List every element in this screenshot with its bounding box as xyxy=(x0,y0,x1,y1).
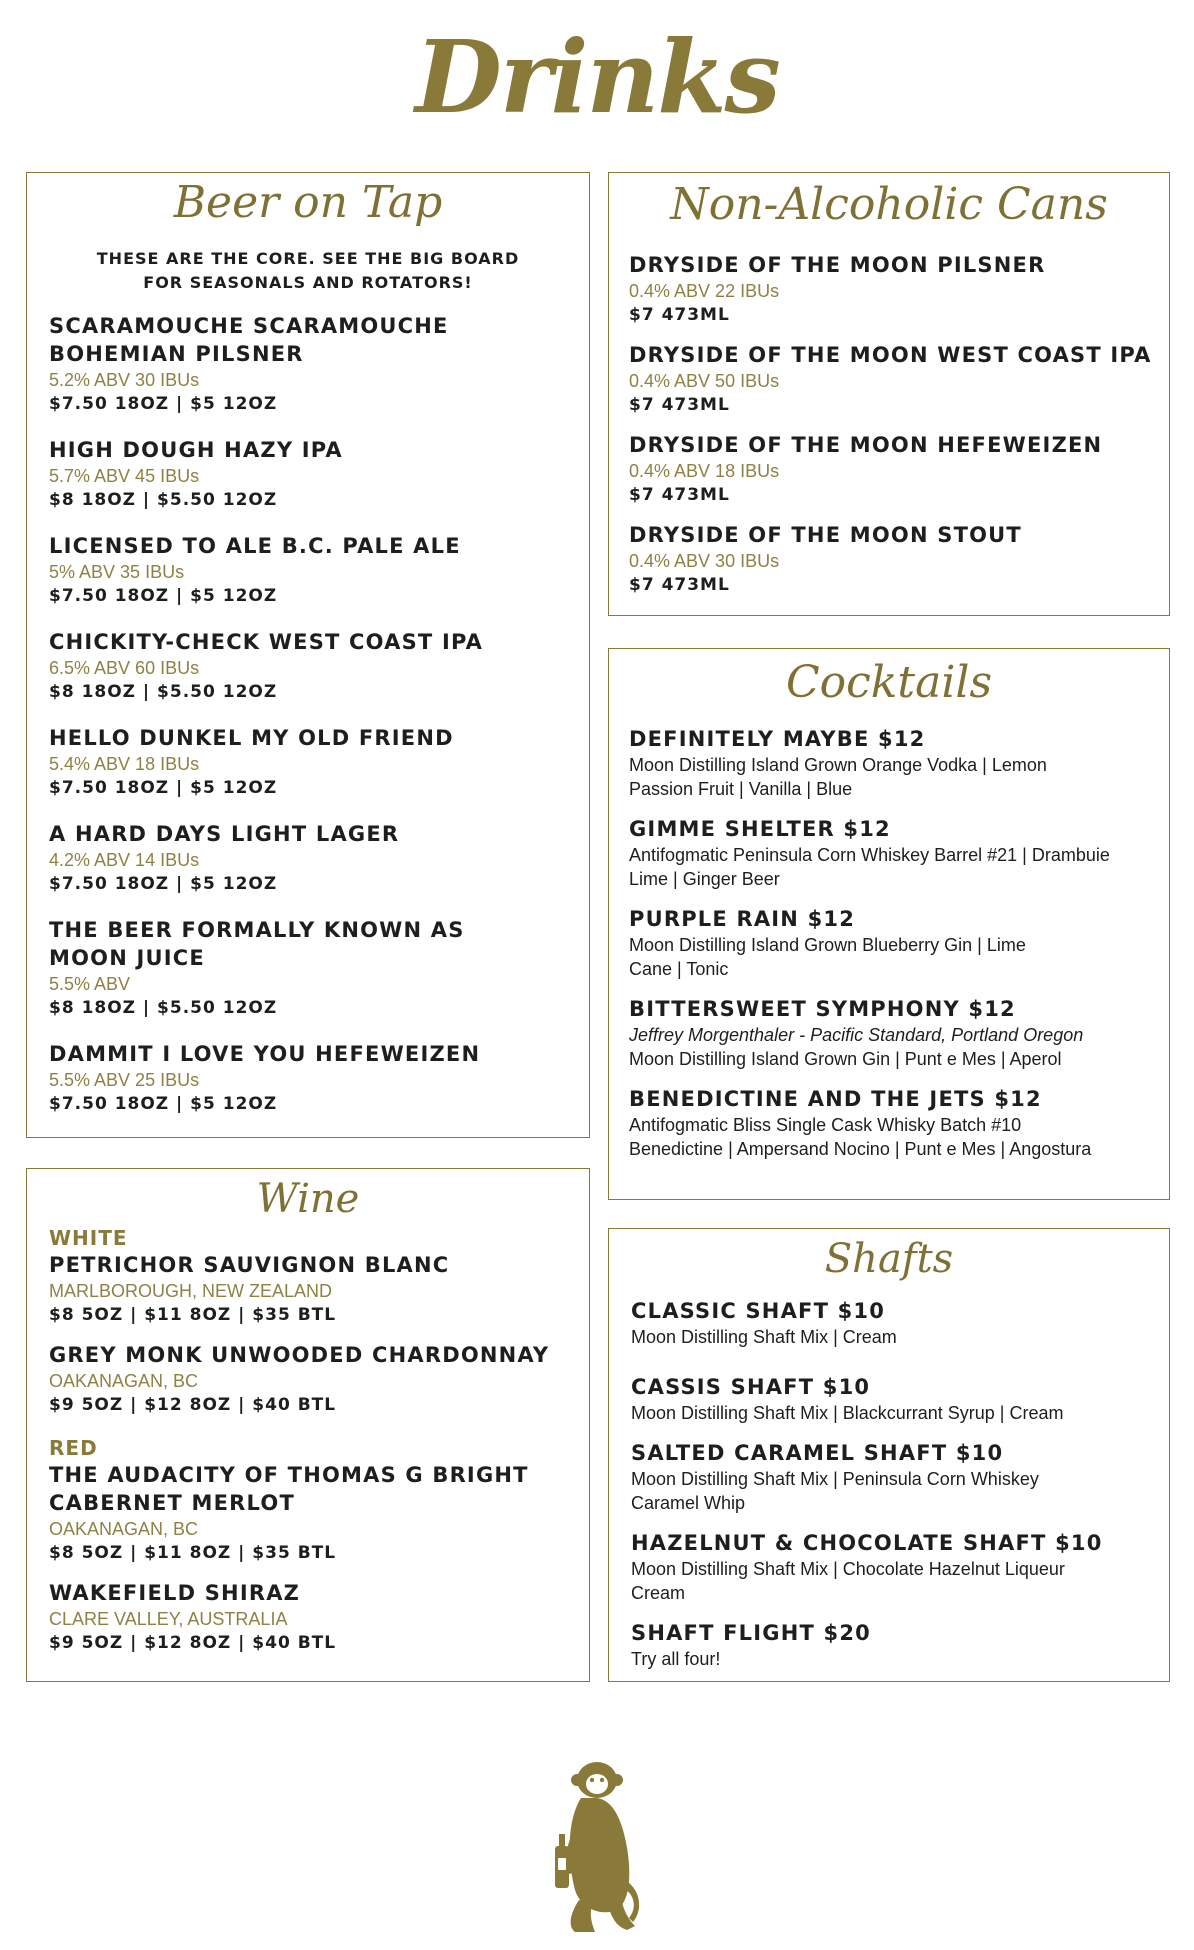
beer-price: $8 18OZ | $5.50 12OZ xyxy=(49,682,278,702)
cocktail-name: BENEDICTINE AND THE JETS $12 xyxy=(629,1087,1042,1111)
wine-name-line2: CABERNET MERLOT xyxy=(49,1491,295,1515)
beer-item xyxy=(49,312,589,416)
na-spec: 0.4% ABV 22 IBUs xyxy=(629,281,780,301)
na-price: $7 473ML xyxy=(629,305,730,325)
beer-name: A HARD DAYS LIGHT LAGER xyxy=(49,822,400,846)
wine-price: $8 5OZ | $11 8OZ | $35 BTL xyxy=(49,1305,337,1325)
beer-item xyxy=(49,820,589,896)
beer-name: SCARAMOUCHE SCARAMOUCHE xyxy=(49,314,449,338)
beer-price: $7.50 18OZ | $5 12OZ xyxy=(49,586,278,606)
wine-price: $9 5OZ | $12 8OZ | $40 BTL xyxy=(49,1633,337,1653)
na-item xyxy=(629,341,1169,417)
wine-origin: OAKANAGAN, BC xyxy=(49,1519,199,1539)
beer-name-line2: BOHEMIAN PILSNER xyxy=(49,342,304,366)
beer-note-line2: FOR SEASONALS AND ROTATORS! xyxy=(143,273,473,292)
wine-name: PETRICHOR SAUVIGNON BLANC xyxy=(49,1253,450,1277)
na-spec: 0.4% ABV 30 IBUs xyxy=(629,551,780,571)
beer-name: LICENSED TO ALE B.C. PALE ALE xyxy=(49,534,461,558)
cocktail-desc: Moon Distilling Island Grown Blueberry Gin | Lime xyxy=(629,935,1026,955)
wine-origin: OAKANAGAN, BC xyxy=(49,1371,199,1391)
beer-item xyxy=(49,724,589,800)
wine-price: $9 5OZ | $12 8OZ | $40 BTL xyxy=(49,1395,337,1415)
na-item xyxy=(629,431,1169,507)
non-alcoholic-title: Non-Alcoholic Cans xyxy=(670,179,1108,230)
beer-on-tap-title: Beer on Tap xyxy=(173,177,443,228)
wine-name: WAKEFIELD SHIRAZ xyxy=(49,1581,301,1605)
shaft-desc: Moon Distilling Shaft Mix | Chocolate Hazelnut Liqueur xyxy=(631,1559,1065,1579)
cocktail-name: DEFINITELY MAYBE $12 xyxy=(629,727,926,751)
wine-white-label: WHITE xyxy=(49,1226,128,1250)
beer-item xyxy=(49,436,589,512)
beer-spec: 5.5% ABV 25 IBUs xyxy=(49,1070,200,1090)
shaft-desc: Moon Distilling Shaft Mix | Peninsula Corn Whiskey xyxy=(631,1469,1039,1489)
na-name: DRYSIDE OF THE MOON PILSNER xyxy=(629,253,1046,277)
shaft-item xyxy=(631,1373,1169,1425)
shaft-desc: Moon Distilling Shaft Mix | Blackcurrant Syrup | Cream xyxy=(631,1403,1064,1423)
beer-on-tap-panel xyxy=(26,172,590,1138)
wine-origin: CLARE VALLEY, AUSTRALIA xyxy=(49,1609,288,1629)
cocktail-item xyxy=(629,905,1169,981)
page-title: Drinks xyxy=(415,18,779,136)
shaft-desc: Moon Distilling Shaft Mix | Cream xyxy=(631,1327,897,1347)
cocktail-item xyxy=(629,995,1169,1071)
beer-spec: 5% ABV 35 IBUs xyxy=(49,562,185,582)
shaft-desc-line2: Caramel Whip xyxy=(631,1493,746,1513)
beer-name: HIGH DOUGH HAZY IPA xyxy=(49,438,343,462)
wine-item xyxy=(49,1341,589,1417)
shaft-name: SHAFT FLIGHT $20 xyxy=(631,1621,871,1645)
beer-price: $8 18OZ | $5.50 12OZ xyxy=(49,998,278,1018)
na-price: $7 473ML xyxy=(629,395,730,415)
cocktails-panel xyxy=(608,648,1170,1200)
beer-name: THE BEER FORMALLY KNOWN AS xyxy=(49,918,465,942)
na-name: DRYSIDE OF THE MOON WEST COAST IPA xyxy=(629,343,1152,367)
shaft-item xyxy=(631,1297,1169,1349)
cocktails-title: Cocktails xyxy=(785,657,993,708)
wine-panel xyxy=(26,1168,590,1682)
wine-origin: MARLBOROUGH, NEW ZEALAND xyxy=(49,1281,333,1301)
cocktail-item xyxy=(629,725,1169,801)
shaft-name: CASSIS SHAFT $10 xyxy=(631,1375,871,1399)
cocktail-desc-line2: Cane | Tonic xyxy=(629,959,729,979)
beer-price: $7.50 18OZ | $5 12OZ xyxy=(49,394,278,414)
cocktail-desc: Antifogmatic Peninsula Corn Whiskey Barrel #21 | Drambuie xyxy=(629,845,1110,865)
shaft-name: HAZELNUT & CHOCOLATE SHAFT $10 xyxy=(631,1531,1103,1555)
beer-item xyxy=(49,628,589,704)
beer-spec: 4.2% ABV 14 IBUs xyxy=(49,850,200,870)
cocktail-item xyxy=(629,1085,1169,1161)
cocktail-desc-line2: Passion Fruit | Vanilla | Blue xyxy=(629,779,853,799)
cocktail-credit: Jeffrey Morgenthaler - Pacific Standard, Portland Oregon xyxy=(629,1025,1084,1045)
beer-spec: 5.4% ABV 18 IBUs xyxy=(49,754,200,774)
wine-item xyxy=(49,1579,589,1655)
beer-name: DAMMIT I LOVE YOU HEFEWEIZEN xyxy=(49,1042,481,1066)
beer-item xyxy=(49,532,589,608)
beer-name: HELLO DUNKEL MY OLD FRIEND xyxy=(49,726,454,750)
beer-name: CHICKITY-CHECK WEST COAST IPA xyxy=(49,630,484,654)
beer-price: $7.50 18OZ | $5 12OZ xyxy=(49,874,278,894)
cocktail-desc: Antifogmatic Bliss Single Cask Whisky Batch #10 xyxy=(629,1115,1022,1135)
na-spec: 0.4% ABV 50 IBUs xyxy=(629,371,780,391)
na-item xyxy=(629,521,1169,597)
beer-note xyxy=(27,247,589,295)
beer-price: $7.50 18OZ | $5 12OZ xyxy=(49,778,278,798)
wine-red-label: RED xyxy=(49,1436,98,1460)
beer-price: $7.50 18OZ | $5 12OZ xyxy=(49,1094,278,1114)
wine-name: THE AUDACITY OF THOMAS G BRIGHT xyxy=(49,1463,529,1487)
cocktail-name: PURPLE RAIN $12 xyxy=(629,907,856,931)
wine-item xyxy=(49,1461,589,1565)
na-name: DRYSIDE OF THE MOON HEFEWEIZEN xyxy=(629,433,1103,457)
beer-note-line1: THESE ARE THE CORE. SEE THE BIG BOARD xyxy=(96,249,520,268)
non-alcoholic-panel xyxy=(608,172,1170,616)
beer-name-line2: MOON JUICE xyxy=(49,946,205,970)
shaft-name: CLASSIC SHAFT $10 xyxy=(631,1299,886,1323)
cocktail-desc-line2: Benedictine | Ampersand Nocino | Punt e Mes | Angostura xyxy=(629,1139,1092,1159)
shaft-item xyxy=(631,1529,1169,1605)
na-spec: 0.4% ABV 18 IBUs xyxy=(629,461,780,481)
wine-item xyxy=(49,1251,589,1327)
beer-spec: 5.2% ABV 30 IBUs xyxy=(49,370,200,390)
cocktail-name: GIMME SHELTER $12 xyxy=(629,817,891,841)
beer-item xyxy=(49,916,589,1020)
shaft-name: SALTED CARAMEL SHAFT $10 xyxy=(631,1441,1004,1465)
na-price: $7 473ML xyxy=(629,575,730,595)
wine-price: $8 5OZ | $11 8OZ | $35 BTL xyxy=(49,1543,337,1563)
shafts-panel xyxy=(608,1228,1170,1682)
cocktail-item xyxy=(629,815,1169,891)
shafts-title: Shafts xyxy=(824,1236,954,1282)
na-price: $7 473ML xyxy=(629,485,730,505)
monkey-with-bottle-icon xyxy=(545,1750,645,1940)
beer-spec: 6.5% ABV 60 IBUs xyxy=(49,658,200,678)
shaft-desc: Try all four! xyxy=(631,1649,721,1669)
beer-spec: 5.5% ABV xyxy=(49,974,131,994)
wine-name: GREY MONK UNWOODED CHARDONNAY xyxy=(49,1343,550,1367)
na-item xyxy=(629,251,1169,327)
cocktail-desc: Moon Distilling Island Grown Orange Vodka | Lemon xyxy=(629,755,1047,775)
beer-price: $8 18OZ | $5.50 12OZ xyxy=(49,490,278,510)
cocktail-desc-line2: Lime | Ginger Beer xyxy=(629,869,780,889)
shaft-item xyxy=(631,1439,1169,1515)
beer-item xyxy=(49,1040,589,1116)
beer-spec: 5.7% ABV 45 IBUs xyxy=(49,466,200,486)
shaft-item xyxy=(631,1619,1169,1671)
wine-title: Wine xyxy=(256,1176,360,1222)
cocktail-name: BITTERSWEET SYMPHONY $12 xyxy=(629,997,1016,1021)
na-name: DRYSIDE OF THE MOON STOUT xyxy=(629,523,1022,547)
shaft-desc-line2: Cream xyxy=(631,1583,686,1603)
cocktail-desc-line2: Moon Distilling Island Grown Gin | Punt e Mes | Aperol xyxy=(629,1049,1062,1069)
